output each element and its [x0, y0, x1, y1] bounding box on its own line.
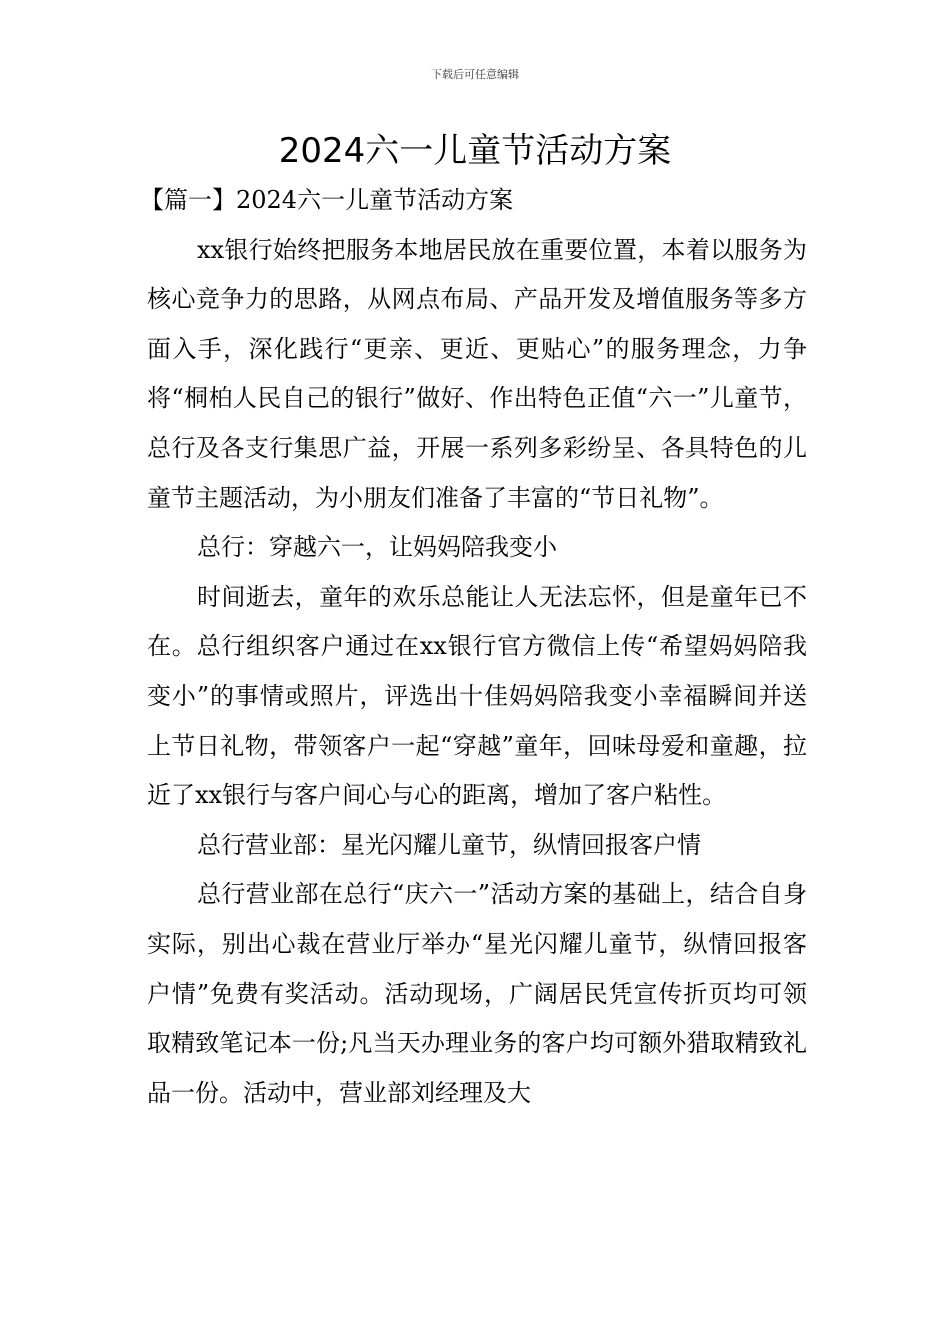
body-paragraph-business-dept: 总行营业部在总行“庆六一”活动方案的基础上，结合自身实际，别出心裁在营业厅举办“星光闪耀儿童节，纵情回报客户情”免费有奖活动。活动现场，广阔居民凭宣传折页均可领取精致笔记本一份;凡当天办理业务的客户均可额外猎取精致礼品一份。活动中，营业部刘经理及大 [147, 880, 807, 1107]
body-paragraph-intro: xx银行始终把服务本地居民放在重要位置，本着以服务为核心竞争力的思路，从网点布局、产品开发及增值服务等多方面入手，深化践行“更亲、更近、更贴心”的服务理念，力争将“桐柏人民自己的银行”做好、作出特色正值“六一”儿童节，总行及各支行集思广益，开展一系列多彩纷呈、各具特色的儿童节主题活动，为小朋友们准备了丰富的“节日礼物”。 [147, 235, 807, 512]
document-title: 2024六一儿童节活动方案 [278, 131, 672, 171]
subheading-head-office: 总行：穿越六一，让妈妈陪我变小 [197, 533, 557, 562]
document-body [140, 176, 807, 1118]
page-header-note: 下载后可任意编辑 [431, 68, 519, 81]
body-paragraph-head-office: 时间逝去，童年的欢乐总能让人无法忘怀，但是童年已不在。总行组织客户通过在xx银行官方微信上传“希望妈妈陪我变小”的事情或照片，评选出十佳妈妈陪我变小幸福瞬间并送上节日礼物，带领客户一起“穿越”童年，回味母爱和童趣，拉近了xx银行与客户间心与心的距离，增加了客户粘性。 [147, 582, 807, 810]
section-heading: 【篇一】2024六一儿童节活动方案 [140, 186, 514, 214]
subheading-business-dept: 总行营业部：星光闪耀儿童节，纵情回报客户情 [197, 830, 701, 859]
